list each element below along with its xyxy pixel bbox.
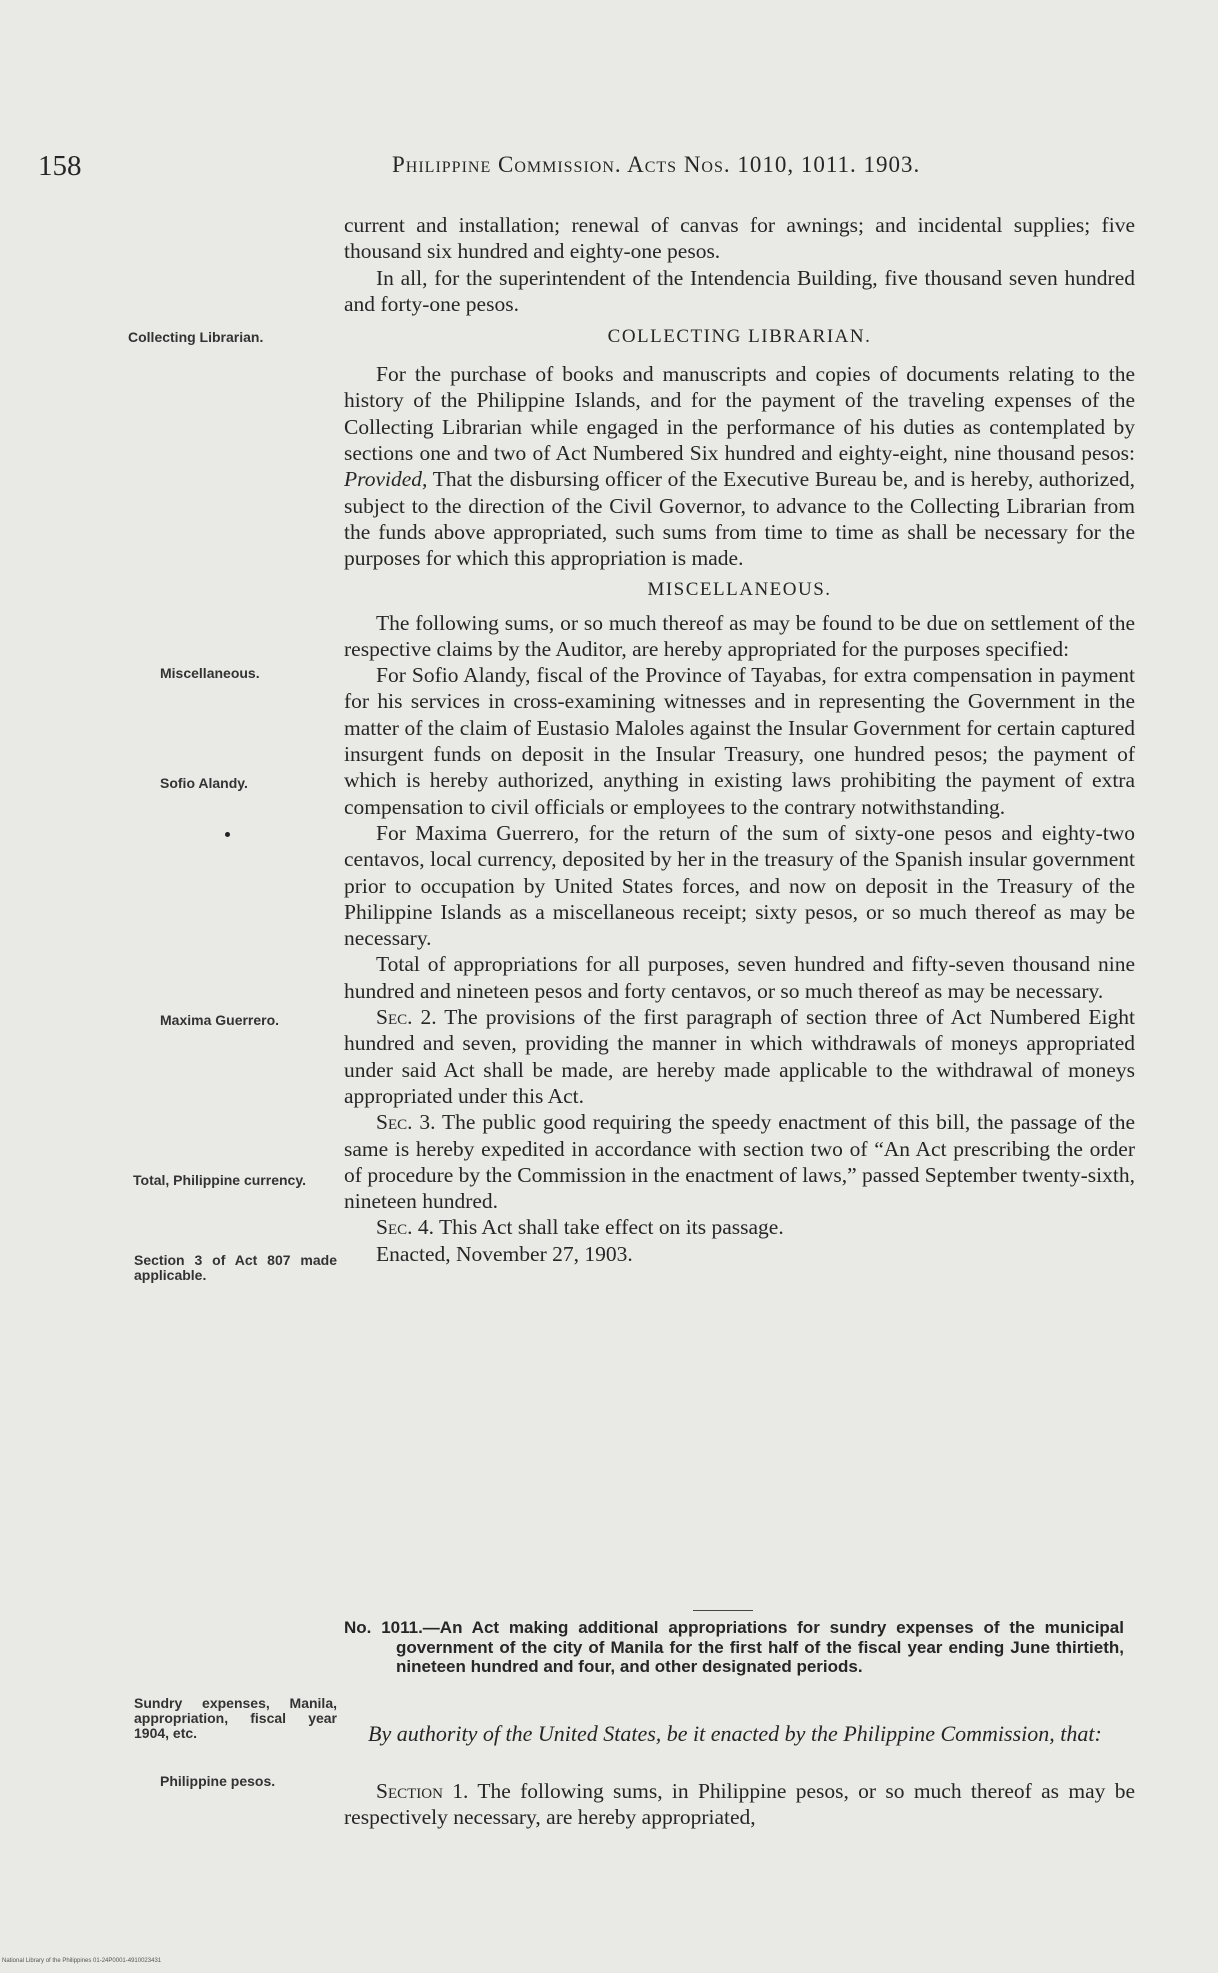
enacting-clause: By authority of the United States, be it enacted by the Philippine Commission, that: — [368, 1721, 1102, 1746]
paragraph-intro-continued: current and installation; renewal of canvas for awnings; and incidental supplies; five thousand six hundred and eighty-one pesos. — [344, 213, 1135, 264]
section-heading-miscellaneous: MISCELLANEOUS. — [647, 578, 832, 600]
running-head: Philippine Commission. Acts Nos. 1010, 1011. 1903. — [392, 152, 921, 177]
page-number: 158 — [38, 150, 82, 182]
margin-note-section-3: Section 3 of Act 807 made applicable. — [134, 1252, 337, 1283]
ink-speck — [225, 832, 230, 837]
paragraph-collecting-librarian — [344, 361, 1135, 571]
provided-italic: Provided, — [344, 467, 428, 492]
margin-note-philippine-pesos: Philippine pesos. — [160, 1773, 276, 1789]
margin-note-sundry-expenses: Sundry expenses, Manila, appropriation, fiscal year 1904, etc. — [134, 1695, 337, 1741]
paragraph-section-2 — [344, 1004, 1135, 1109]
paragraph-maxima-guerrero: For Maxima Guerrero, for the return of the sum of sixty-one pesos and eighty-two centavos, local currency, deposited by her in the treasury of the Spanish insular government prior to occupation by United States forces, and now on deposit in the Treasury of the Philippine Islands as a miscellaneous receipt; sixty pesos, or so much thereof as may be necessary. — [344, 820, 1135, 951]
margin-note-sofio-alandy: Sofio Alandy. — [160, 775, 248, 791]
enacted-date: Enacted, November 27, 1903. — [376, 1241, 633, 1266]
scan-credit-footer: National Library of the Philippines 01-24P0001-4910023431 — [2, 1958, 162, 1964]
divider-rule — [693, 1610, 753, 1611]
section-3-text: The public good requiring the speedy enactment of this bill, the passage of the same is hereby expedited in accordance with section two of “An Act prescribing the order of procedure by the Commission in the enactment of laws,” passed September twenty-sixth, nineteen hundred. — [344, 1110, 1136, 1214]
section-4-text: This Act shall take effect on its passage. — [439, 1215, 784, 1240]
section-1-text: The following sums, in Philippine pesos, or so much thereof as may be respectively necessary, are hereby appropriated, — [344, 1779, 1135, 1830]
paragraph-total-appropriations: Total of appropriations for all purposes, seven hundred and fifty-seven thousand nine hundred and nineteen pesos and forty centavos, or so much thereof as may be necessary. — [344, 952, 1135, 1003]
margin-note-maxima-guerrero: Maxima Guerrero. — [160, 1012, 280, 1028]
paragraph-section-4 — [344, 1214, 1135, 1240]
margin-note-collecting-librarian: Collecting Librarian. — [128, 329, 264, 345]
act-1011-text-column — [344, 1778, 1135, 1831]
margin-note-total: Total, Philippine currency. — [133, 1172, 306, 1188]
margin-note-miscellaneous: Miscellaneous. — [160, 665, 260, 681]
main-text-column — [344, 212, 1135, 1267]
paragraph-act-1011-section-1 — [344, 1778, 1135, 1831]
act-1011-title: No. 1011.—An Act making additional appropriations for sundry expenses of the municipal government of the city of Manila for the first half of the fiscal year ending June thirtieth, nineteen hundred and four, and other designated periods. — [344, 1618, 1124, 1676]
section-2-text: The provisions of the first paragraph of section three of Act Numbered Eight hundred and seven, providing the manner in which withdrawals of moneys appropriated under said Act shall be made, are hereby made applicable to the withdrawal of moneys appropriated under this Act. — [344, 1005, 1135, 1108]
paragraph-intendencia-total: In all, for the superintendent of the Intendencia Building, five thousand seven hundred and forty-one pesos. — [344, 265, 1135, 316]
paragraph-section-3 — [344, 1109, 1135, 1214]
section-heading-collecting-librarian: COLLECTING LIBRARIAN. — [607, 326, 872, 348]
section-1-label: Section 1. — [376, 1779, 469, 1803]
section-3-label: Sec. 3. — [376, 1110, 436, 1135]
paragraph-sofio-alandy: For Sofio Alandy, fiscal of the Province of Tayabas, for extra compensation in payment for his services in cross-examining witnesses and in representing the Government in the matter of the claim of Eustasio Maloles against the Insular Government for certain captured insurgent funds on deposit in the Insular Treasury, one hundred pesos; the payment of which is hereby authorized, anything in existing laws prohibiting the payment of extra compensation to civil officials or employees to the contrary notwithstanding. — [344, 663, 1135, 819]
paragraph-miscellaneous: The following sums, or so much thereof as may be found to be due on settlement of the respective claims by the Auditor, are hereby appropriated for the purposes specified: — [344, 610, 1135, 661]
section-4-label: Sec. 4. — [376, 1215, 434, 1240]
librarian-text-a: For the purchase of books and manuscripts and copies of documents relating to the history of the Philippine Islands, and for the payment of the traveling expenses of the Collecting Librarian while engaged in the performance of his duties as contemplated by sections one and two of Act Numbered Six hundred and eighty-eight, nine thousand pesos: — [344, 362, 1135, 466]
section-2-label: Sec. 2. — [376, 1005, 437, 1030]
librarian-text-b: That the disbursing officer of the Executive Bureau be, and is hereby, authorized, subject to the direction of the Civil Governor, to advance to the Collecting Librarian from the funds above appropriated, such sums from time to time as shall be necessary for the purposes for which this appropriation is made. — [344, 467, 1135, 571]
